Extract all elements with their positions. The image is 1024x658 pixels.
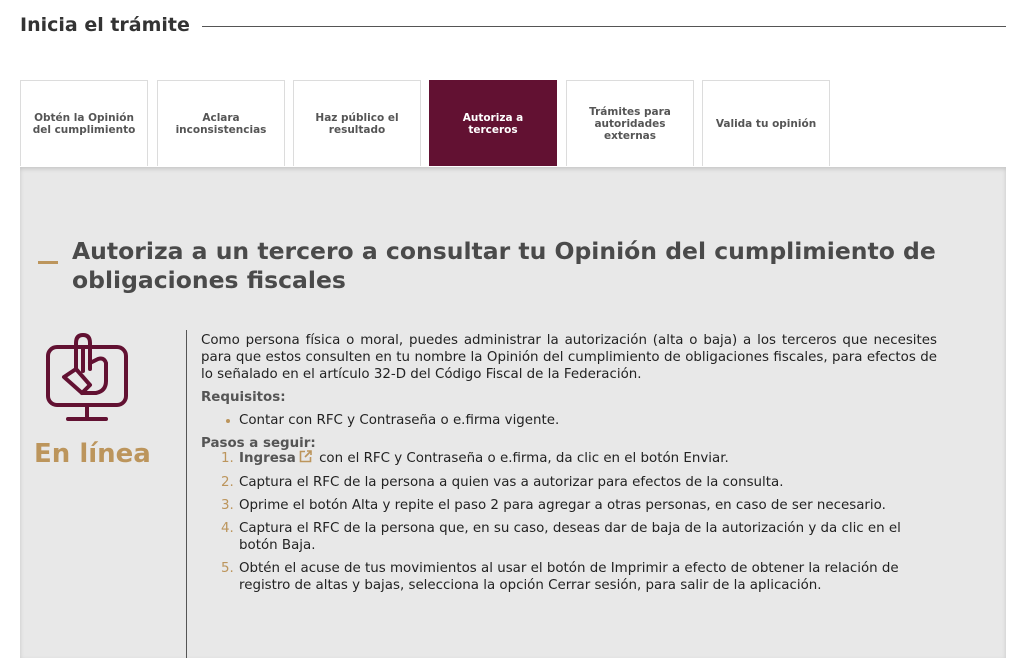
computer-hand-icon — [42, 329, 132, 427]
step-item — [221, 450, 937, 468]
vertical-divider — [186, 330, 187, 658]
step-number: 2. — [221, 475, 234, 490]
heading-accent-dash — [38, 261, 58, 264]
tab-autoriza-terceros[interactable]: Autoriza a terceros — [429, 80, 557, 166]
requirements-list — [201, 412, 937, 429]
step-number: 5. — [221, 561, 234, 576]
step-number: 3. — [221, 498, 234, 513]
tab-haz-publico[interactable]: Haz público el resultado — [293, 80, 421, 166]
step-item — [221, 497, 937, 514]
tab-aclara-inconsistencias[interactable]: Aclara inconsistencias — [157, 80, 285, 166]
page-heading: Autoriza a un tercero a consultar tu Opinión del cumplimiento de obligaciones fiscales — [72, 237, 936, 294]
step-number: 1. — [221, 451, 234, 466]
requirements-label: Requisitos: — [201, 390, 286, 405]
online-label: En línea — [34, 439, 151, 469]
tab-obten-opinion[interactable]: Obtén la Opinión del cumplimiento — [20, 80, 148, 166]
step-item — [221, 560, 937, 594]
step-text: Captura el RFC de la persona a quien vas a autorizar para efectos de la consulta. — [239, 475, 784, 490]
step-item — [221, 474, 937, 491]
procedure-content — [201, 332, 937, 600]
section-title: Inicia el trámite — [20, 14, 202, 36]
ingresa-link[interactable]: Ingresa — [239, 451, 296, 466]
tabs-bar — [20, 80, 1020, 168]
step-text: Captura el RFC de la persona que, en su caso, deseas dar de baja de la autorización y da clic en el botón Baja. — [239, 521, 901, 553]
title-divider — [200, 26, 1006, 27]
external-link-icon[interactable] — [299, 450, 312, 468]
step-text: Oprime el botón Alta y repite el paso 2 para agregar a otras personas, en caso de ser necesario. — [239, 498, 886, 513]
step-text: Obtén el acuse de tus movimientos al usar el botón de Imprimir a efecto de obtener la relación de registro de altas y bajas, selecciona la opción Cerrar sesión, para salir de la aplicación. — [239, 561, 899, 593]
intro-text: Como persona física o moral, puedes administrar la autorización (alta o baja) a los terceros que necesites para que estos consulten en tu nombre la Opinión del cumplimiento de obligaciones fiscales, para efectos de lo señalado en el artículo 32-D del Código Fiscal de la Federación. — [201, 333, 937, 382]
requirement-item: Contar con RFC y Contraseña o e.firma vigente. — [221, 412, 937, 429]
steps-list — [201, 450, 937, 594]
content-panel — [20, 167, 1006, 658]
tab-valida-opinion[interactable]: Valida tu opinión — [702, 80, 830, 166]
tab-tramites-autoridades[interactable]: Trámites para autoridades externas — [566, 80, 694, 166]
steps-label: Pasos a seguir: — [201, 436, 316, 451]
step-item — [221, 520, 937, 554]
step-number: 4. — [221, 521, 234, 536]
step-text: con el RFC y Contraseña o e.firma, da clic en el botón Enviar. — [319, 451, 729, 466]
